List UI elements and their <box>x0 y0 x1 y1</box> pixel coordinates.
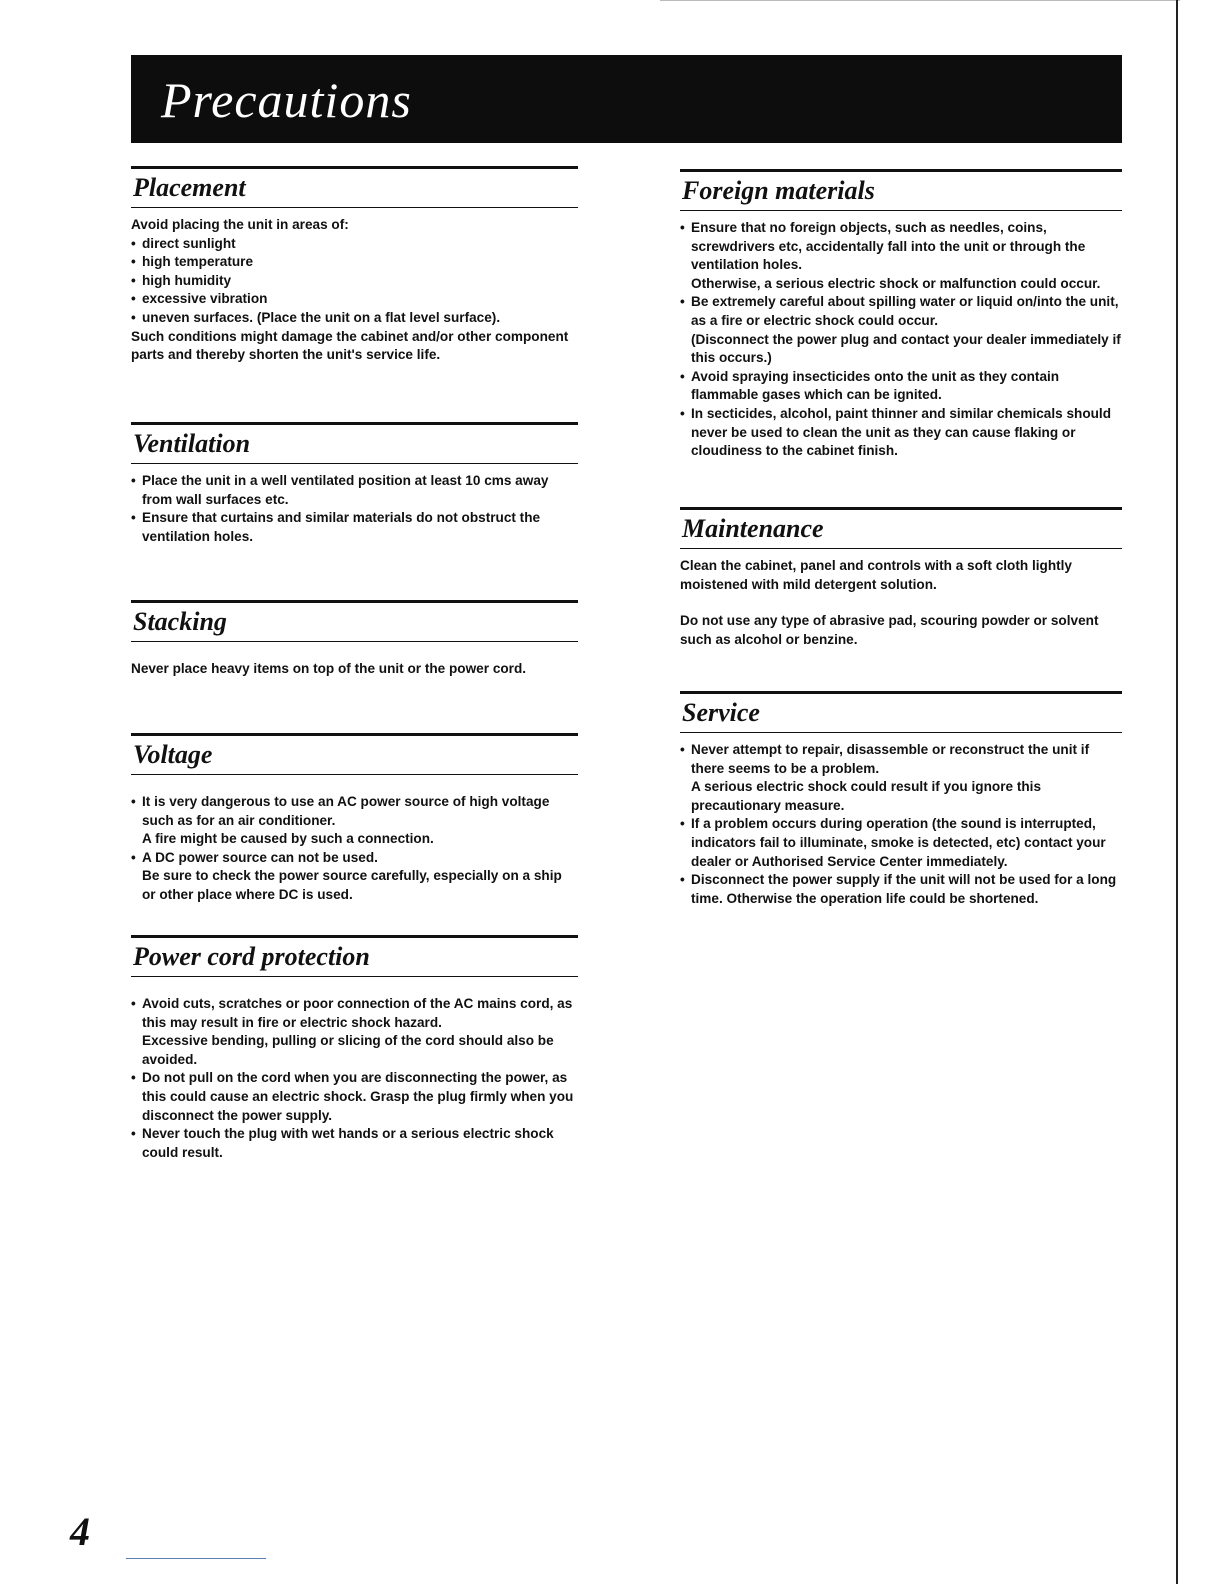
section-power-cord <box>131 935 578 1162</box>
stacking-text: Never place heavy items on top of the unit or the power cord. <box>131 661 527 676</box>
section-body <box>680 741 1122 908</box>
scan-right-edge <box>1176 0 1178 1584</box>
section-title-placement: Placement <box>133 173 246 202</box>
scan-top-edge <box>660 0 1180 1</box>
section-foreign-materials <box>680 169 1122 461</box>
list-item: • It is very dangerous to use an AC power source of high voltage such as for an air conditioner. <box>131 794 550 828</box>
placement-outro: Such conditions might damage the cabinet and/or other component parts and thereby shorten the unit's service life. <box>131 328 569 363</box>
section-placement <box>131 166 578 365</box>
list-item: • Avoid spraying insecticides onto the unit as they contain flammable gases which can be ignited. <box>680 368 1060 403</box>
section-body <box>131 216 578 365</box>
section-header <box>131 166 578 208</box>
section-header <box>131 733 578 775</box>
section-body <box>131 793 578 905</box>
section-title-stacking: Stacking <box>133 607 227 636</box>
section-title-power-cord: Power cord protection <box>133 942 370 971</box>
maintenance-paragraph: Clean the cabinet, panel and controls with a soft cloth lightly moistened with mild detergent solution. <box>680 558 1072 592</box>
section-stacking <box>131 600 578 679</box>
list-item: • Ensure that no foreign objects, such as needles, coins, screwdrivers etc, accidentally fall into the unit or through the ventilation holes. <box>680 220 1086 273</box>
section-body <box>131 660 578 679</box>
list-item: • Disconnect the power supply if the unit will not be used for a long time. Otherwise the operation life could be shortened. <box>680 872 1117 906</box>
section-header <box>680 691 1122 733</box>
maintenance-paragraph: Do not use any type of abrasive pad, scouring powder or solvent such as alcohol or benzine. <box>680 613 1099 647</box>
list-item: • excessive vibration <box>131 291 268 307</box>
section-ventilation <box>131 422 578 546</box>
section-title-ventilation: Ventilation <box>133 429 251 458</box>
section-voltage <box>131 733 578 905</box>
section-maintenance <box>680 507 1122 649</box>
list-item-continuation: (Disconnect the power plug and contact your dealer immediately if this occurs.) <box>691 331 1121 366</box>
list-item: • uneven surfaces. (Place the unit on a flat level surface). <box>131 309 501 325</box>
list-item: • Never attempt to repair, disassemble or reconstruct the unit if there seems to be a problem. <box>680 742 1090 776</box>
section-title-voltage: Voltage <box>133 740 213 769</box>
title-banner <box>131 55 1122 143</box>
list-item: • If a problem occurs during operation (the sound is interrupted, indicators fail to illuminate, smoke is detected, etc) contact your dealer or Authorised Service Center immediately. <box>680 816 1106 869</box>
footer-rule <box>126 1558 266 1559</box>
section-title-maintenance: Maintenance <box>682 514 824 543</box>
section-body <box>680 557 1122 649</box>
section-header <box>131 600 578 642</box>
list-item-continuation: Otherwise, a serious electric shock or malfunction could occur. <box>691 275 1101 291</box>
section-header <box>131 422 578 464</box>
list-item: • A DC power source can not be used. <box>131 849 378 865</box>
list-item: • Never touch the plug with wet hands or a serious electric shock could result. <box>131 1126 554 1160</box>
section-header <box>680 169 1122 211</box>
list-item-continuation: Excessive bending, pulling or slicing of the cord should also be avoided. <box>142 1033 554 1067</box>
page-title: Precautions <box>161 72 412 128</box>
list-item: • Ensure that curtains and similar materials do not obstruct the ventilation holes. <box>131 510 541 544</box>
list-item: • high humidity <box>131 272 232 288</box>
placement-intro: Avoid placing the unit in areas of: <box>131 217 349 232</box>
list-item: • high temperature <box>131 254 254 270</box>
list-item: • Do not pull on the cord when you are disconnecting the power, as this could cause an electric shock. Grasp the plug firmly when you disconnect the power supply. <box>131 1070 574 1123</box>
list-item: • In secticides, alcohol, paint thinner and similar chemicals should never be used to clean the unit as they can cause flaking or cloudiness to the cabinet finish. <box>680 405 1112 459</box>
section-header <box>131 935 578 977</box>
section-title-foreign-materials: Foreign materials <box>682 176 875 205</box>
list-item: • Be extremely careful about spilling water or liquid on/into the unit, as a fire or electric shock could occur. <box>680 294 1119 328</box>
list-item: • direct sunlight <box>131 235 236 251</box>
section-service <box>680 691 1122 908</box>
list-item-continuation: A fire might be caused by such a connection. <box>142 831 434 847</box>
section-title-service: Service <box>682 698 760 727</box>
list-item-continuation: A serious electric shock could result if you ignore this precautionary measure. <box>691 779 1041 813</box>
list-item: • Avoid cuts, scratches or poor connection of the AC mains cord, as this may result in fire or electric shock hazard. <box>131 996 573 1030</box>
section-body <box>131 472 578 546</box>
section-body <box>680 219 1122 461</box>
page-number: 4 <box>70 1509 90 1554</box>
section-header <box>680 507 1122 549</box>
section-body <box>131 995 578 1162</box>
list-item-continuation: Be sure to check the power source carefully, especially on a ship or other place where DC is used. <box>142 868 562 902</box>
list-item: • Place the unit in a well ventilated position at least 10 cms away from wall surfaces etc. <box>131 473 549 507</box>
